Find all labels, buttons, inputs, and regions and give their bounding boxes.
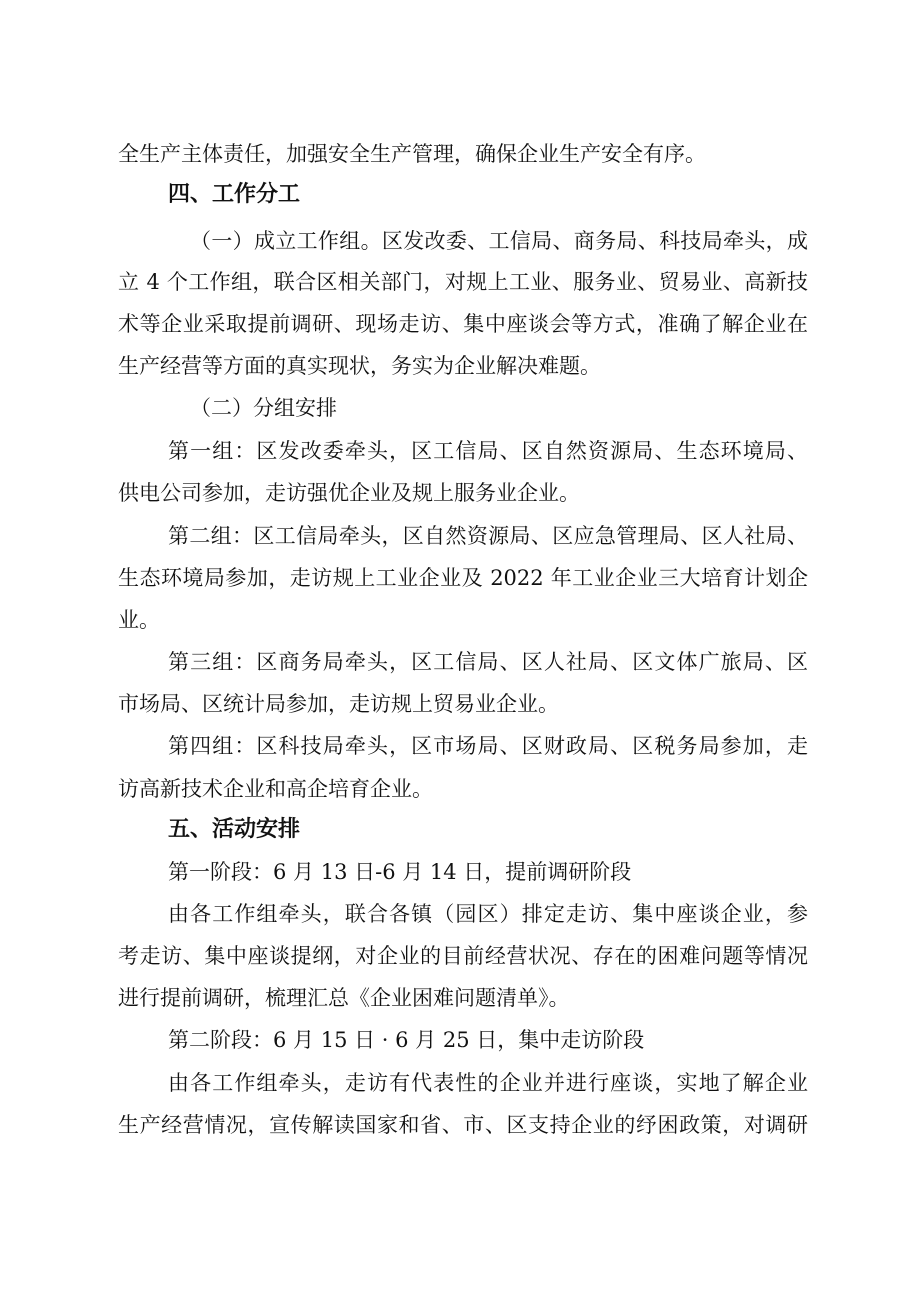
paragraph-line: 第三组：区商务局牵头，区工信局、区人社局、区文体广旅局、区 — [168, 650, 808, 674]
paragraph-line: 由各工作组牵头，联合各镇（园区）排定走访、集中座谈企业，参 — [168, 902, 808, 926]
paragraph-line: 由各工作组牵头，走访有代表性的企业并进行座谈，实地了解企业 — [168, 1071, 808, 1095]
subsection-title-group-arrangement: （二）分组安排 — [190, 396, 337, 420]
phase-title: 第一阶段：6 月 13 日-6 月 14 日，提前调研阶段 — [168, 860, 632, 884]
paragraph-line: 第二组：区工信局牵头，区自然资源局、区应急管理局、区人社局、 — [168, 524, 808, 548]
paragraph-line: （一）成立工作组。区发改委、工信局、商务局、科技局牵头，成 — [190, 229, 808, 253]
paragraph-line: 业。 — [118, 608, 160, 632]
paragraph-line: 访高新技术企业和高企培育企业。 — [118, 777, 433, 801]
paragraph-line: 生产经营情况，宣传解读国家和省、市、区支持企业的纾困政策，对调研 — [118, 1113, 808, 1137]
paragraph-line: 第一组：区发改委牵头，区工信局、区自然资源局、生态环境局、 — [168, 439, 808, 463]
paragraph-line: 进行提前调研，梳理汇总《企业困难问题清单》。 — [118, 986, 570, 1010]
paragraph-line: 生产经营等方面的真实现状，务实为企业解决难题。 — [118, 354, 601, 378]
paragraph-line: 生态环境局参加，走访规上工业企业及 2022 年工业企业三大培育计划企 — [118, 566, 808, 590]
section-heading-activity-arrangement: 五、活动安排 — [168, 817, 301, 842]
paragraph-line: 市场局、区统计局参加，走访规上贸易业企业。 — [118, 692, 559, 716]
section-heading-work-division: 四、工作分工 — [168, 182, 301, 207]
paragraph-line: 立 4 个工作组，联合区相关部门，对规上工业、服务业、贸易业、高新技 — [118, 270, 808, 294]
paragraph-line: 全生产主体责任，加强安全生产管理，确保企业生产安全有序。 — [118, 142, 706, 166]
paragraph-line: 考走访、集中座谈提纲，对企业的目前经营状况、存在的困难问题等情况 — [118, 944, 808, 968]
paragraph-line: 第四组：区科技局牵头，区市场局、区财政局、区税务局参加，走 — [168, 734, 808, 758]
paragraph-line: 术等企业采取提前调研、现场走访、集中座谈会等方式，准确了解企业在 — [118, 312, 808, 336]
paragraph-line: 供电公司参加，走访强优企业及规上服务业企业。 — [118, 481, 580, 505]
phase-title: 第二阶段：6 月 15 日 · 6 月 25 日，集中走访阶段 — [168, 1028, 645, 1052]
